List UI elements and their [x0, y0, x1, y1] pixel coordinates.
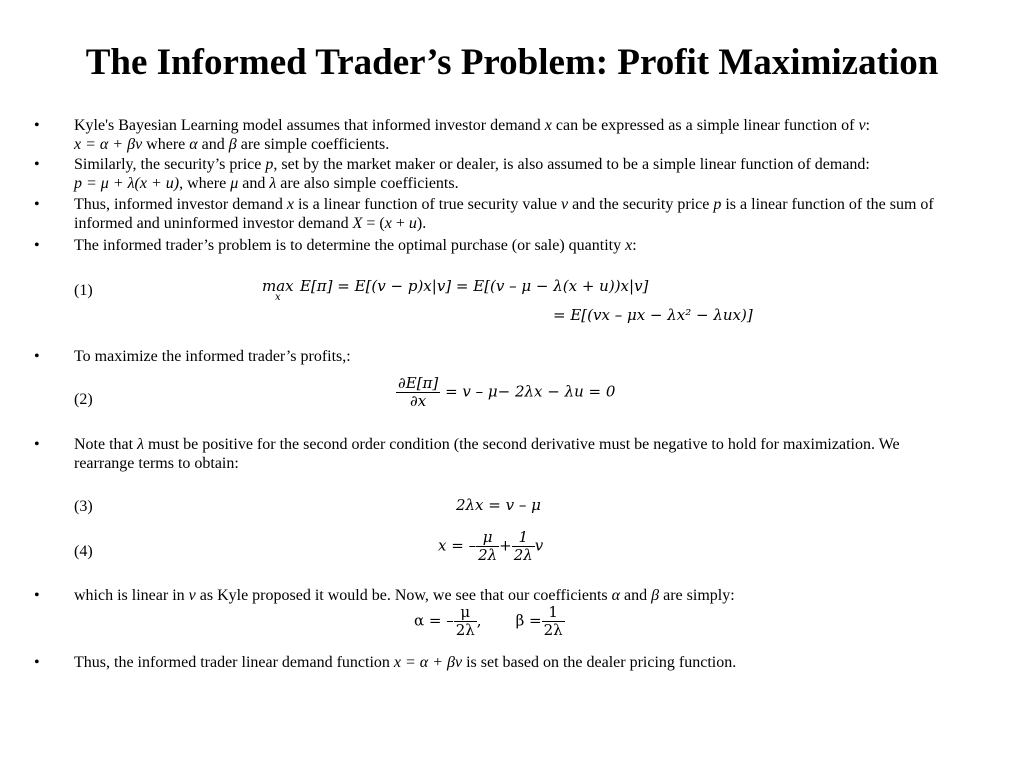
equation-4-label: (4) [74, 543, 93, 560]
bullet-marker: • [34, 156, 40, 173]
bullet-marker: • [34, 348, 40, 365]
bullet-marker: • [34, 587, 40, 604]
bullet-6: Note that λ must be positive for the second order condition (the second derivative must be negative to hold for maximization. We rearrange terms to obtain: [74, 436, 900, 472]
bullet-1: Kyle's Bayesian Learning model assumes that informed investor demand x can be expressed as a simple linear function of v: x = α + βv where α and β are simple coefficients. [74, 117, 870, 153]
bullet-5: To maximize the informed trader’s profits,: [74, 348, 351, 365]
equation-3: 2λx = v – μ [456, 496, 541, 514]
bullet-7: which is linear in v as Kyle proposed it would be. Now, we see that our coefficients α and β are simply: [74, 587, 735, 604]
equation-2-fraction [396, 375, 440, 410]
equation-2-rhs: = v – μ− 2λx − λu = 0 [445, 382, 616, 401]
equation-4-numerator-1: μ [476, 529, 499, 547]
slide-title: The Informed Trader’s Problem: Profit Maximization [85, 42, 939, 83]
equation-2-label: (2) [74, 391, 93, 408]
equation-3-label: (3) [74, 498, 93, 515]
coefficient-beta-label: β = [515, 611, 542, 630]
coefficient-beta-numerator: 1 [542, 604, 565, 622]
equation-4-numerator-2: 1 [512, 529, 535, 547]
equation-1-line-2: = E[(vx – μx − λx² − λux)] [553, 306, 753, 324]
equation-4-lhs: x = – [438, 536, 477, 555]
bullet-marker: • [34, 654, 40, 671]
equation-1-label: (1) [74, 282, 93, 299]
bullet-2: Similarly, the security’s price p, set by the market maker or dealer, is also assumed to be a simple linear function of demand: p = μ + λ(x + u), where μ and λ are also simple coefficients. [74, 156, 870, 192]
equation-2 [396, 375, 615, 410]
bullet-marker: • [34, 436, 40, 453]
bullet-marker: • [34, 117, 40, 134]
equation-4-fraction-1 [476, 529, 499, 564]
bullet-marker: • [34, 237, 40, 254]
equation-1-max-subscript: x [275, 292, 281, 303]
equation-4-v: v [534, 536, 544, 555]
equation-4-denominator-1: 2λ [478, 546, 498, 564]
coefficient-beta-denominator: 2λ [543, 621, 563, 639]
bullet-3: Thus, informed investor demand x is a linear function of true security value v and the security price p is a linear function of the sum of informed and uninformed investor demand X = (x + u). [74, 196, 934, 232]
equation-4-denominator-2: 2λ [513, 546, 533, 564]
coefficient-alpha-denominator: 2λ [455, 621, 475, 639]
equation-2-denominator: ∂x [410, 392, 427, 410]
coefficient-equations [414, 604, 565, 639]
coefficient-separator: , [476, 611, 482, 630]
bullet-4: The informed trader’s problem is to determine the optimal purchase (or sale) quantity x: [74, 237, 637, 254]
equation-4 [438, 529, 543, 564]
equation-4-fraction-2 [512, 529, 535, 564]
equation-1-line-1: E[π] = E[(v − p)x|v] = E[(v – μ − λ(x + u))x|v] [300, 277, 649, 295]
coefficient-alpha-label: α = – [414, 611, 454, 630]
coefficient-beta-fraction [542, 604, 565, 639]
equation-4-plus: + [499, 536, 512, 555]
bullet-marker: • [34, 196, 40, 213]
coefficient-alpha-fraction [454, 604, 477, 639]
equation-1-max: max [262, 277, 294, 295]
equation-2-numerator: ∂E[π] [398, 374, 439, 392]
bullet-8: Thus, the informed trader linear demand function x = α + βv is set based on the dealer pricing function. [74, 654, 737, 671]
coefficient-alpha-numerator: μ [454, 604, 477, 622]
